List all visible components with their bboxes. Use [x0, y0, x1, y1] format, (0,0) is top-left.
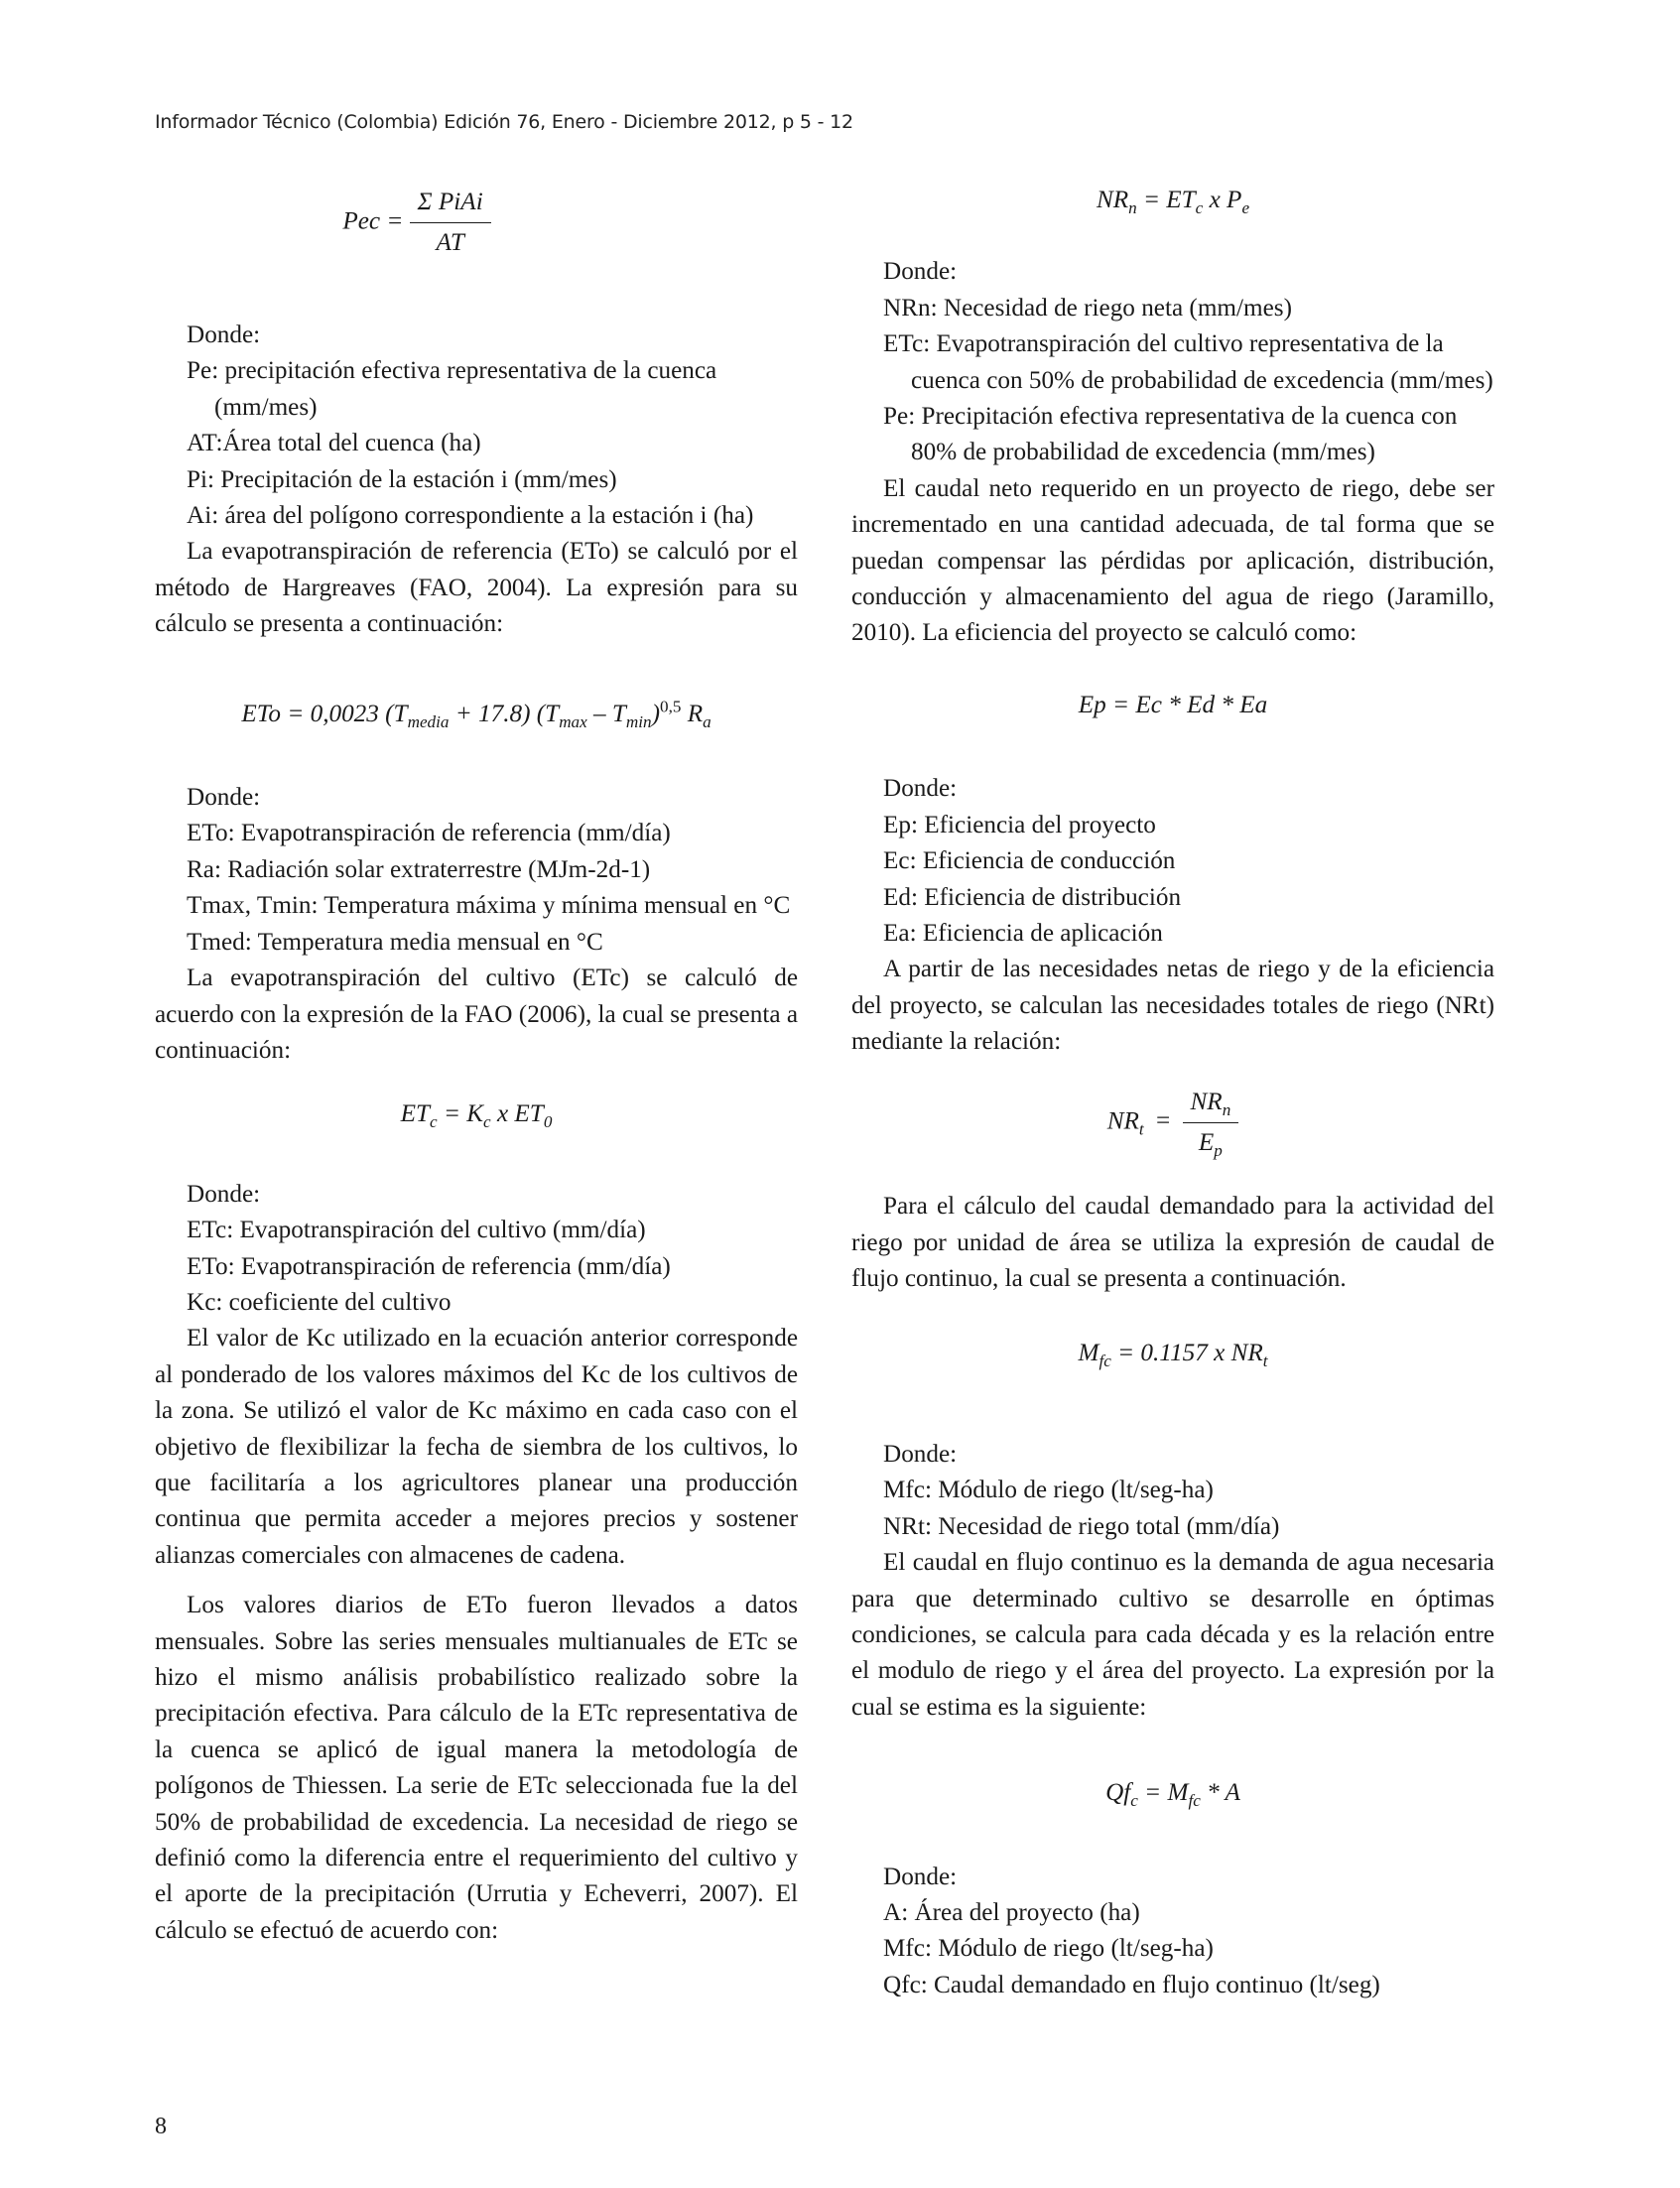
definition: ETo: Evapotranspiración de referencia (mm/día) [187, 1252, 671, 1280]
equation-nrt [851, 1085, 1494, 1162]
eq-pec-lhs: Pec = [342, 207, 404, 235]
equation-nrn [851, 183, 1494, 218]
definition: Pe: precipitación efectiva representativa de la cuenca (mm/mes) [187, 357, 717, 421]
definition: Ea: Eficiencia de aplicación [883, 919, 1163, 947]
eq-pec-fraction [410, 185, 491, 262]
eq-eto-sub: min [625, 711, 652, 731]
definition: Ec: Eficiencia de conducción [883, 847, 1176, 875]
page-number: 8 [155, 2114, 167, 2139]
definition: Ai: área del polígono correspondiente a la estación i (ha) [187, 502, 754, 530]
eq-qfc-sub: fc [1188, 1791, 1201, 1811]
eq-nrt-numerator [1183, 1085, 1239, 1123]
paragraph: El valor de Kc utilizado en la ecuación anterior corresponde al ponderado de los valores máximos del Kc de los cultivos de la zona. Se utilizó el valor de Kc máximo en cada caso con el objetivo de flexibilizar la fecha de siembra de los cultivos, lo que facilitaría a los agricultores planear una producción continua que permita acceder a mejores precios y sostener alianzas comerciales con almacenes de cadena. [155, 1325, 798, 1569]
paragraph: A partir de las necesidades netas de riego y de la eficiencia del proyecto, se calculan las necesidades totales de riego (NRt) mediante la relación: [851, 956, 1494, 1056]
eq-nrn-part: = ET [1136, 187, 1196, 213]
eq-nrt-denominator [1183, 1123, 1239, 1161]
eq-eto-part: – T [586, 700, 626, 727]
definition: Tmax, Tmin: Temperatura máxima y mínima mensual en °C [187, 892, 791, 920]
eq-mfc-part: M [1078, 1339, 1099, 1366]
paragraph: El caudal neto requerido en un proyecto de riego, debe ser incrementado en una cantidad adecuada, de tal forma que se puedan compensar las pérdidas por aplicación, distribución, conducción y almacenamiento del agua de riego (Jaramillo, 2010). La eficiencia del proyecto se calculó como: [851, 474, 1494, 647]
where-label: Donde: [187, 1180, 261, 1208]
where-label: Donde: [883, 1863, 958, 1890]
eq-etc-part: x ET [490, 1100, 544, 1128]
eq-eto-sub: a [703, 711, 711, 731]
eq-etc-part: ET [400, 1100, 431, 1128]
eq-pec-numerator: Σ PiAi [410, 185, 491, 223]
eq-qfc-part: = M [1137, 1779, 1189, 1807]
eq-eto-part: ETo = 0,0023 (T [241, 700, 408, 727]
paragraph: El caudal en flujo continuo es la demanda de agua necesaria para que determinado cultivo se desarrolle en óptimas condiciones, se calcula para cada década y es la relación entre el modulo de riego y el área del proyecto. La expresión por la cual se estima es la siguiente: [851, 1549, 1494, 1721]
eq-qfc-part: Qf [1105, 1779, 1131, 1807]
eq-nrn-part: NR [1096, 187, 1129, 213]
eq-nrn-sub: c [1195, 198, 1204, 218]
definition: Qfc: Caudal demandado en flujo continuo (lt/seg) [883, 1971, 1380, 1998]
equation-qfc [851, 1775, 1494, 1811]
eq-eto-sub: max [559, 711, 587, 731]
eq-pec-denominator: AT [436, 229, 464, 257]
definition: ETo: Evapotranspiración de referencia (mm/día) [187, 820, 671, 847]
definition: Ra: Radiación solar extraterrestre (MJm-2d-1) [187, 855, 651, 883]
where-label: Donde: [883, 1440, 958, 1468]
eq-qfc-part: * A [1200, 1779, 1240, 1807]
eq-nrt-sub: n [1222, 1099, 1231, 1119]
eq-nrt-part: E [1198, 1128, 1215, 1156]
eq-nrt-sub: t [1138, 1119, 1144, 1139]
paragraph: La evapotranspiración del cultivo (ETc) se calculó de acuerdo con la expresión de la FAO (2006), la cual se presenta a continuación: [155, 965, 798, 1064]
eq-eto-sub: media [407, 711, 450, 731]
where-label: Donde: [883, 775, 958, 803]
eq-mfc-sub: fc [1098, 1351, 1111, 1370]
paragraph: Los valores diarios de ETo fueron llevados a datos mensuales. Sobre las series mensuales multianuales de ETc se hizo el mismo análisis probabilístico realizado sobre la precipitación efectiva. Para cálculo de la ETc representativa de la cuenca se aplicó de igual manera la metodología de polígonos de Thiessen. La serie de ETc seleccionada fue la del 50% de probabilidad de excedencia. La necesidad de riego se definió como la diferencia entre el requerimiento del cultivo y el aporte de la precipitación (Urrutia y Echeverri, 2007). El cálculo se efectuó de acuerdo con: [155, 1592, 798, 1944]
equation-ep: Ep = Ec * Ed * Ea [1078, 691, 1268, 718]
definition: NRn: Necesidad de riego neta (mm/mes) [883, 294, 1292, 322]
eq-nrt-fraction [1183, 1085, 1239, 1162]
definition: Kc: coeficiente del cultivo [187, 1288, 452, 1316]
eq-mfc-part: = 0.1157 x NR [1110, 1339, 1263, 1366]
where-label: Donde: [187, 322, 261, 348]
equation-mfc [851, 1336, 1494, 1371]
where-label: Donde: [187, 784, 261, 812]
definition: Tmed: Temperatura media mensual en °C [187, 928, 603, 956]
eq-etc-part: = K [437, 1100, 484, 1128]
definition: A: Área del proyecto (ha) [883, 1899, 1140, 1927]
definition: Mfc: Módulo de riego (lt/seg-ha) [883, 1935, 1214, 1963]
right-column [851, 181, 1494, 2003]
eq-eto-part: R [681, 700, 704, 727]
definition: NRt: Necesidad de riego total (mm/día) [883, 1512, 1280, 1540]
paragraph: La evapotranspiración de referencia (ETo) se calculó por el método de Hargreaves (FAO, 2004). La expresión para su cálculo se presenta a continuación: [155, 538, 798, 638]
where-label: Donde: [883, 258, 958, 286]
definition: AT:Área total del cuenca (ha) [187, 430, 481, 457]
equation-pec [36, 181, 798, 274]
paragraph: Para el cálculo del caudal demandado para la actividad del riego por unidad de área se utiliza la expresión de caudal de flujo continuo, la cual se presenta a continuación. [851, 1193, 1494, 1293]
eq-nrt-sub: p [1214, 1140, 1223, 1160]
eq-mfc-sub: t [1262, 1351, 1268, 1370]
definition: ETc: Evapotranspiración del cultivo (mm/día) [187, 1217, 646, 1244]
equation-eto [155, 697, 798, 732]
eq-nrn-sub: e [1241, 198, 1250, 218]
definition: Ep: Eficiencia del proyecto [883, 811, 1156, 838]
eq-eto-part: ) [651, 700, 660, 727]
definition: ETc: Evapotranspiración del cultivo representativa de la cuenca con 50% de probabilidad de excedencia (mm/mes) [883, 330, 1493, 394]
equation-etc [155, 1096, 798, 1132]
definition: Ed: Eficiencia de distribución [883, 883, 1182, 911]
definition: Pi: Precipitación de la estación i (mm/mes) [187, 465, 617, 493]
eq-nrt-equals: = [1155, 1107, 1171, 1135]
eq-nrt-part: NR [1190, 1088, 1223, 1115]
eq-etc-sub: c [483, 1112, 491, 1132]
eq-eto-part: + 17.8) (T [449, 700, 560, 727]
eq-qfc-sub: c [1130, 1791, 1138, 1811]
eq-eto-sup: 0,5 [660, 697, 682, 716]
definition: Pe: Precipitación efectiva representativa de la cuenca con 80% de probabilidad de excedencia (mm/mes) [883, 403, 1458, 466]
running-header: Informador Técnico (Colombia) Edición 76, Enero - Diciembre 2012, p 5 - 12 [155, 111, 853, 133]
eq-nrt-part: NR [1106, 1107, 1139, 1135]
eq-nrn-part: x P [1203, 187, 1242, 213]
eq-etc-sub: 0 [543, 1112, 553, 1132]
left-column [155, 181, 798, 1949]
eq-etc-sub: c [430, 1112, 438, 1132]
definition: Mfc: Módulo de riego (lt/seg-ha) [883, 1477, 1214, 1504]
eq-nrn-sub: n [1128, 198, 1137, 218]
